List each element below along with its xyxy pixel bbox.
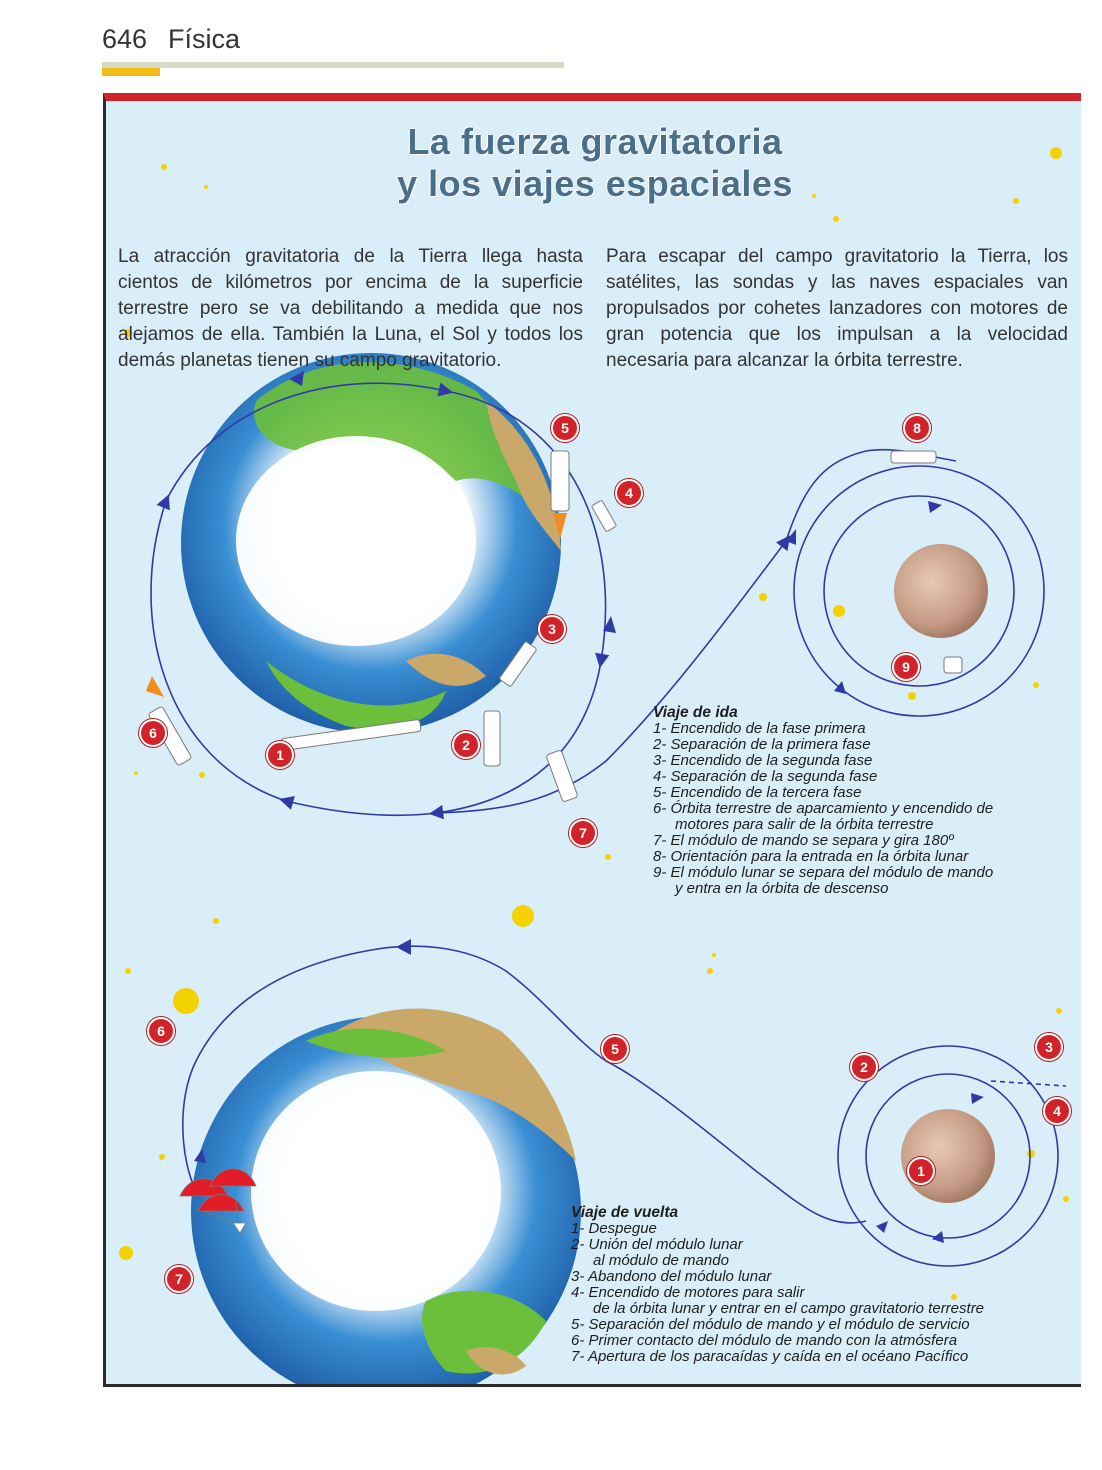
legend-item: 1- Despegue — [571, 1220, 657, 1237]
legend-item-continuation: de la órbita lunar y entrar en el campo gravitatorio terrestre — [593, 1300, 985, 1317]
page-title-line-2: y los viajes espaciales — [397, 163, 793, 204]
star — [1056, 1008, 1062, 1014]
moon-top — [894, 544, 988, 638]
marker-ida-5: 5 — [551, 414, 579, 442]
rocket-stage — [484, 711, 500, 766]
command-module — [891, 451, 936, 463]
star — [833, 216, 839, 222]
arrow — [834, 681, 846, 694]
legend-item-continuation: y entra en la órbita de descenso — [675, 880, 889, 897]
section-name: Física — [168, 24, 241, 54]
star — [159, 1154, 165, 1160]
marker-ida-6: 6 — [139, 719, 167, 747]
legend-viaje-ida — [653, 705, 993, 897]
moon-bottom — [901, 1109, 995, 1203]
star — [707, 968, 713, 974]
star — [134, 771, 138, 775]
star — [512, 905, 534, 927]
legend-item-continuation: motores para salir de la órbita terrestre — [675, 816, 934, 833]
marker-vuelta-3: 3 — [1035, 1033, 1063, 1061]
page-number: 646 — [102, 24, 148, 54]
legend-item: 5- Encendido de la tercera fase — [653, 784, 862, 801]
marker-vuelta-2: 2 — [850, 1053, 878, 1081]
marker-vuelta-4: 4 — [1043, 1097, 1071, 1125]
marker-ida-1: 1 — [266, 741, 294, 769]
rocket-stage — [551, 451, 569, 511]
legend-viaje-vuelta — [571, 1205, 984, 1365]
illustration-panel — [103, 93, 1081, 1387]
arrow — [971, 1093, 984, 1104]
rocket-flame — [146, 676, 164, 697]
legend-item: 8- Orientación para la entrada en la órbita lunar — [653, 848, 969, 865]
star — [1027, 1150, 1035, 1158]
intro-paragraph-left: La atracción gravitatoria de la Tierra llega hasta cientos de kilómetros por encima de la superficie terrestre pero se va debilitando a medida que nos alejamos de ella. También la Luna, el Sol y todos los demás planetas tienen su campo gravitatorio. — [118, 246, 583, 371]
marker-ida-3: 3 — [538, 615, 566, 643]
header-rule — [102, 62, 564, 68]
legend-item: 4- Encendido de motores para salir — [571, 1284, 805, 1301]
earth-bottom — [191, 1009, 581, 1388]
marker-ida-7: 7 — [569, 819, 597, 847]
legend-item: 6- Primer contacto del módulo de mando con la atmósfera — [571, 1332, 958, 1349]
header-accent-bar — [102, 68, 160, 76]
star — [605, 854, 611, 860]
star — [908, 692, 916, 700]
legend-item: 7- Apertura de los paracaídas y caída en el océano Pacífico — [571, 1348, 969, 1365]
marker-ida-9: 9 — [892, 653, 920, 681]
arrow — [928, 501, 942, 513]
marker-ida-4: 4 — [615, 479, 643, 507]
moon — [894, 544, 988, 638]
cloud — [251, 1071, 501, 1311]
legend-item: 3- Encendido de la segunda fase — [653, 752, 873, 769]
marker-vuelta-5: 5 — [601, 1035, 629, 1063]
star — [1033, 682, 1039, 688]
intro-paragraph-right: Para escapar del campo gravitatorio la Tierra, los satélites, las sondas y las naves espaciales van propulsados por cohetes lanzadores con motores de gran potencia que los impulsan a la velocidad necesaria para alcanzar la órbita terrestre. — [606, 246, 1068, 371]
star — [759, 593, 767, 601]
page-header — [102, 24, 572, 80]
lunar-module — [944, 657, 962, 673]
legend-item: 6- Órbita terrestre de aparcamiento y encendido de — [653, 800, 994, 817]
star — [119, 1246, 133, 1260]
legend-item: 4- Separación de la segunda fase — [653, 768, 878, 785]
legend-item: 1- Encendido de la fase primera — [653, 720, 866, 737]
marker-vuelta-7: 7 — [165, 1265, 193, 1293]
star — [125, 968, 131, 974]
cloud — [236, 436, 476, 646]
star — [833, 605, 845, 617]
legend-item: 3- Abandono del módulo lunar — [571, 1268, 772, 1285]
marker-ida-8: 8 — [903, 414, 931, 442]
legend-item-continuation: al módulo de mando — [593, 1252, 729, 1269]
marker-vuelta-1: 1 — [907, 1157, 935, 1185]
legend-item: 2- Unión del módulo lunar — [571, 1236, 743, 1253]
legend-item: 9- El módulo lunar se separa del módulo de mando — [653, 864, 994, 881]
moon — [901, 1109, 995, 1203]
star — [213, 918, 219, 924]
legend-item: 2- Separación de la primera fase — [653, 736, 871, 753]
marker-vuelta-6: 6 — [147, 1017, 175, 1045]
star — [173, 988, 199, 1014]
marker-ida-2: 2 — [452, 731, 480, 759]
legend-item: 5- Separación del módulo de mando y el módulo de servicio — [571, 1316, 970, 1333]
legend-title: Viaje de vuelta — [571, 1204, 679, 1221]
page-title-line-1: La fuerza gravitatoria — [407, 121, 783, 162]
star — [712, 953, 716, 957]
legend-title: Viaje de ida — [653, 704, 738, 721]
star — [1063, 1196, 1069, 1202]
legend-item: 7- El módulo de mando se separa y gira 180º — [653, 832, 954, 849]
arrow — [396, 939, 411, 955]
star — [199, 772, 205, 778]
